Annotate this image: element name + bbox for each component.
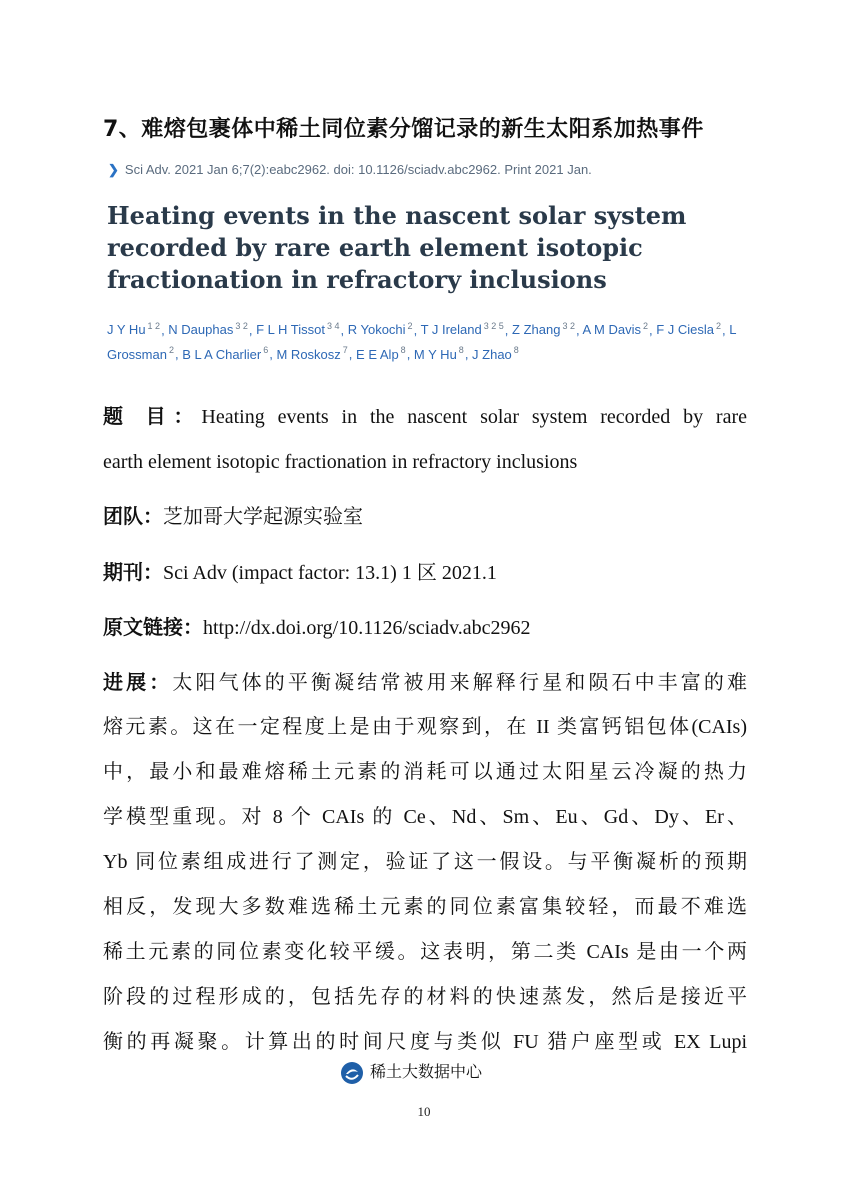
citation-screenshot xyxy=(104,158,744,380)
author-item xyxy=(182,347,269,362)
team-field xyxy=(103,494,747,540)
author-affiliation: 8 xyxy=(513,345,519,356)
author-affiliation: 7 xyxy=(342,345,348,356)
article-title: Heating events in the nascent solar system recorded by rare earth element isotopic fractionation in refractory inclusions xyxy=(107,201,687,294)
progress-text: 稀土元素的同位素变化较平缓。这表明，第二类 CAIs 是由一个两 xyxy=(103,941,747,963)
author-affiliation: 2 xyxy=(407,321,413,331)
journal-label: 期刊： xyxy=(103,560,163,584)
author-name[interactable]: B L A Charlier xyxy=(182,346,262,362)
author-affiliation: 8 xyxy=(458,345,464,356)
title-field xyxy=(103,394,747,485)
progress-line xyxy=(103,705,747,750)
author-name[interactable]: T J Ireland xyxy=(420,322,482,338)
progress-line xyxy=(103,930,747,975)
author-name[interactable]: M Roskosz xyxy=(276,346,341,362)
author-name[interactable]: F L H Tissot xyxy=(256,322,325,338)
author-item xyxy=(414,347,465,362)
progress-line xyxy=(103,795,747,840)
footer-logo xyxy=(340,1059,482,1085)
progress-line xyxy=(103,750,747,795)
chevron-right-icon[interactable]: ❯ xyxy=(108,162,119,177)
progress-line xyxy=(103,975,747,1020)
team-value: 芝加哥大学起源实验室 xyxy=(163,504,363,528)
author-affiliation: 3 2 xyxy=(562,321,575,331)
author-affiliation: 3 2 xyxy=(235,321,248,331)
author-affiliation: 3 4 xyxy=(326,321,340,331)
progress-text: 阶段的过程形成的，包括先存的材料的快速蒸发，然后是接近平 xyxy=(103,986,747,1008)
author-name[interactable]: M Y Hu xyxy=(413,346,457,362)
citation-text: Sci Adv. 2021 Jan 6;7(2):eabc2962. doi: 10.1126/sciadv.abc2962. Print 2021 Jan. xyxy=(124,162,592,177)
author-item xyxy=(276,347,348,362)
progress-line xyxy=(103,840,747,885)
author-affiliation: 1 2 xyxy=(147,321,161,331)
author-item xyxy=(582,322,649,337)
progress-text: 学模型重现。对 8 个 CAIs 的 Ce、Nd、Sm、Eu、Gd、Dy、Er、 xyxy=(103,806,747,828)
footer-logo-text: 稀土大数据中心 xyxy=(370,1062,483,1081)
author-affiliation: 3 2 5 xyxy=(483,321,504,331)
author-name[interactable]: A M Davis xyxy=(582,322,641,338)
progress-line xyxy=(103,885,747,930)
team-label: 团队： xyxy=(103,504,163,528)
author-name[interactable]: E E Alp xyxy=(356,346,399,362)
author-item xyxy=(512,322,576,337)
author-name[interactable]: Z Zhang xyxy=(512,322,561,338)
author-name[interactable]: N Dauphas xyxy=(168,322,234,338)
citation-line xyxy=(108,162,592,178)
link-label: 原文链接： xyxy=(103,615,203,639)
author-item xyxy=(421,322,505,337)
author-item xyxy=(472,347,520,362)
rare-earth-logo-icon xyxy=(340,1061,364,1085)
page-number: 10 xyxy=(417,1104,431,1119)
author-affiliation: 2 xyxy=(168,345,174,356)
author-item xyxy=(256,322,340,337)
author-name[interactable]: J Y Hu xyxy=(107,322,146,338)
progress-label: 进展： xyxy=(103,670,173,694)
link-value[interactable]: http://dx.doi.org/10.1126/sciadv.abc2962 xyxy=(203,617,531,639)
author-item xyxy=(107,322,161,337)
author-affiliation: 2 xyxy=(642,321,648,331)
author-name[interactable]: F J Ciesla xyxy=(656,322,715,338)
title-label: 题 目： xyxy=(103,404,202,428)
progress-text: 衡的再凝聚。计算出的时间尺度与类似 FU 猎户座型或 EX Lupi xyxy=(103,1031,747,1053)
author-item xyxy=(356,347,407,362)
author-item xyxy=(348,322,414,337)
progress-paragraph xyxy=(103,660,747,1065)
author-list: J Y Hu $^{1 2}$, N Dauphas $^{3 2}$, F L H Tissot $^{3 4}$, R Yokochi $^2$, T J Ireland $^{3 2 5}$, Z Zhang $^{3 2}$, A M Davis $^2$, F J Ciesla $^2$, L Grossman $^2$, B L A Charlier $^6$, M Roskosz $^7$, E E Alp $^8$, M Y Hu $^8$, J Zhao $^8$ xyxy=(107,321,737,362)
progress-line xyxy=(103,660,747,705)
progress-text: 中，最小和最难熔稀土元素的消耗可以通过太阳星云冷凝的热力 xyxy=(103,761,747,783)
author-item xyxy=(168,322,249,337)
author-affiliation: 8 xyxy=(400,345,406,356)
section-heading: 7、难熔包裹体中稀土同位素分馏记录的新生太阳系加热事件 xyxy=(103,117,704,142)
title-value-line1: Heating events in the nascent solar system recorded by rare xyxy=(201,406,748,428)
title-value-line2: earth element isotopic fractionation in refractory inclusions xyxy=(103,451,578,473)
author-name[interactable]: L Grossman xyxy=(107,322,737,362)
author-affiliation: 2 xyxy=(716,321,722,331)
author-item xyxy=(656,322,722,337)
author-name[interactable]: R Yokochi xyxy=(347,322,406,338)
progress-text: 相反，发现大多数难选稀土元素的同位素富集较轻，而最不难选 xyxy=(103,896,747,918)
journal-value: Sci Adv (impact factor: 13.1) 1 区 2021.1 xyxy=(163,562,497,584)
link-field xyxy=(103,605,747,651)
progress-text: 熔元素。这在一定程度上是由于观察到，在 II 类富钙铝包体(CAIs) xyxy=(103,716,747,738)
journal-field xyxy=(103,550,747,596)
author-affiliation: 6 xyxy=(263,345,269,356)
progress-text: 太阳气体的平衡凝结常被用来解释行星和陨石中丰富的难 xyxy=(172,672,747,694)
progress-text: Yb 同位素组成进行了测定，验证了这一假设。与平衡凝析的预期 xyxy=(103,851,747,873)
author-name[interactable]: J Zhao xyxy=(472,346,512,362)
